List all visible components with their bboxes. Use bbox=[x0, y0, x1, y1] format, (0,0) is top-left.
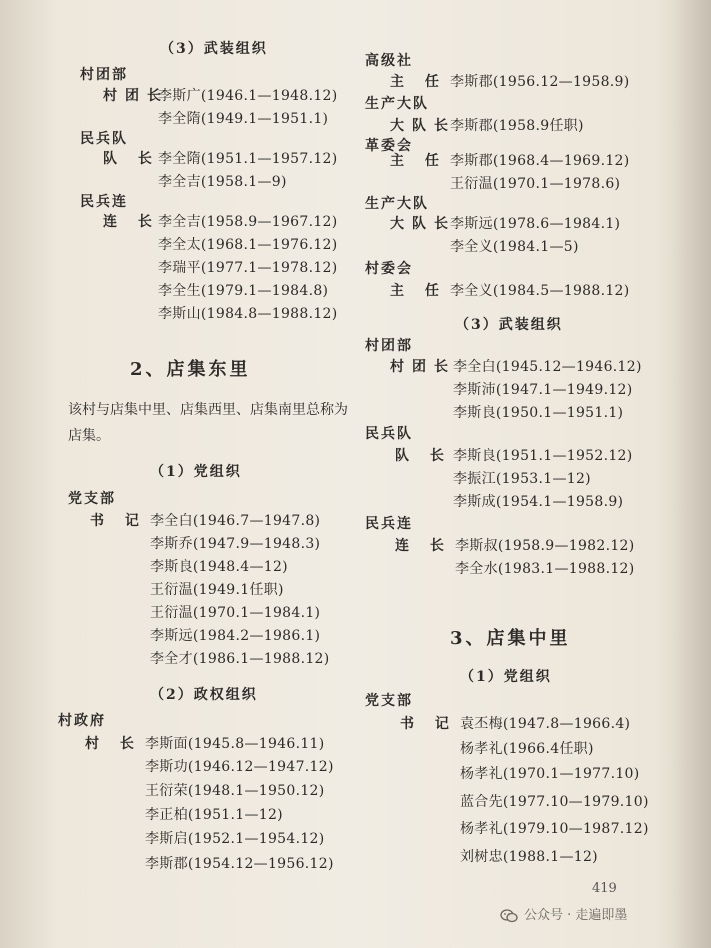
list-item: 李斯启(1952.1—1954.12) bbox=[145, 831, 325, 847]
role-label-militia-right: 队 长 bbox=[395, 448, 452, 464]
list-item: 李斯良(1948.4—12) bbox=[150, 559, 288, 575]
gov-org-heading: （2）政权组织 bbox=[150, 687, 258, 703]
list-item: 李斯广(1946.1—1948.12) bbox=[158, 88, 338, 104]
list-item: 王衍荣(1948.1—1950.12) bbox=[145, 783, 325, 799]
org-label-company-right: 民兵连 bbox=[365, 516, 413, 532]
list-item: 李全义(1984.5—1988.12) bbox=[450, 283, 630, 299]
list-item: 李全隋(1951.1—1957.12) bbox=[158, 151, 338, 167]
list-item: 李斯面(1945.8—1946.11) bbox=[145, 736, 325, 752]
page-fold-shadow bbox=[671, 0, 711, 948]
org-label-youth: 村团部 bbox=[80, 67, 128, 83]
list-item: 杨孝礼(1966.4任职) bbox=[460, 741, 594, 757]
intro-paragraph: 该村与店集中里、店集西里、店集南里总称为店集。 bbox=[68, 402, 348, 444]
page-number: 419 bbox=[592, 881, 617, 896]
list-item: 李全白(1946.7—1947.8) bbox=[150, 513, 321, 529]
list-item: 李正柏(1951.1—12) bbox=[145, 807, 283, 823]
role-label-brigade: 大队长 bbox=[390, 118, 456, 134]
role-label-youth-right: 村团长 bbox=[390, 359, 456, 375]
list-item: 李全生(1979.1—1984.8) bbox=[158, 283, 329, 299]
list-item: 李斯郡(1968.4—1969.12) bbox=[450, 153, 630, 169]
list-item: 李斯郡(1954.12—1956.12) bbox=[145, 856, 334, 872]
role-label-youth: 村团长 bbox=[103, 88, 169, 104]
armed-org-heading-right: （3）武装组织 bbox=[455, 317, 563, 333]
list-item: 蓝合先(1977.10—1979.10) bbox=[460, 794, 649, 810]
watermark bbox=[500, 907, 627, 925]
list-item: 李斯远(1984.2—1986.1) bbox=[150, 628, 321, 644]
list-item: 李斯郡(1958.9任职) bbox=[450, 118, 584, 134]
list-item: 李斯良(1950.1—1951.1) bbox=[453, 405, 624, 421]
role-label-company-right: 连 长 bbox=[395, 538, 452, 554]
list-item: 李瑞平(1977.1—1978.12) bbox=[158, 260, 338, 276]
org-label-youth-right: 村团部 bbox=[365, 338, 413, 354]
list-item: 李全吉(1958.1—9) bbox=[158, 174, 287, 190]
org-label-militia-right: 民兵队 bbox=[365, 426, 413, 442]
list-item: 杨孝礼(1979.10—1987.12) bbox=[460, 821, 649, 837]
list-item: 李全义(1984.1—5) bbox=[450, 239, 579, 255]
section-title-zhongli: 3、店集中里 bbox=[450, 628, 571, 649]
role-label-revcom: 主 任 bbox=[390, 153, 447, 169]
list-item: 李振江(1953.1—12) bbox=[453, 471, 591, 487]
role-label-party-right: 书 记 bbox=[400, 716, 457, 732]
org-label-party-right: 党支部 bbox=[365, 693, 413, 709]
list-item: 李斯成(1954.1—1958.9) bbox=[453, 494, 624, 510]
list-item: 李全隋(1949.1—1951.1) bbox=[158, 111, 329, 127]
org-label-villcom: 村委会 bbox=[365, 261, 413, 277]
list-item: 李全太(1968.1—1976.12) bbox=[158, 237, 338, 253]
list-item: 李斯乔(1947.9—1948.3) bbox=[150, 536, 321, 552]
role-label-brigade-2: 大队长 bbox=[390, 216, 456, 232]
org-label-company: 民兵连 bbox=[80, 194, 128, 210]
watermark-text: 公众号 · 走遍即墨 bbox=[524, 908, 628, 923]
list-item: 袁丕梅(1947.8—1966.4) bbox=[460, 716, 631, 732]
org-label-revcom: 革委会 bbox=[365, 138, 413, 154]
party-org-heading-right: （1）党组织 bbox=[460, 669, 552, 685]
role-label-coop: 主 任 bbox=[390, 74, 447, 90]
list-item: 李斯叔(1958.9—1982.12) bbox=[455, 538, 635, 554]
list-item: 李全吉(1958.9—1967.12) bbox=[158, 214, 338, 230]
wechat-icon bbox=[500, 909, 518, 923]
list-item: 李全白(1945.12—1946.12) bbox=[453, 359, 642, 375]
role-label-party: 书 记 bbox=[90, 513, 147, 529]
party-org-heading: （1）党组织 bbox=[150, 464, 242, 480]
armed-org-heading: （3）武装组织 bbox=[160, 41, 268, 57]
org-label-militia: 民兵队 bbox=[80, 131, 128, 147]
list-item: 王衍温(1970.1—1984.1) bbox=[150, 605, 321, 621]
org-label-brigade: 生产大队 bbox=[365, 96, 429, 112]
list-item: 李斯良(1951.1—1952.12) bbox=[453, 448, 633, 464]
role-label-gov: 村 长 bbox=[85, 736, 142, 752]
list-item: 王衍温(1970.1—1978.6) bbox=[450, 176, 621, 192]
list-item: 李斯沛(1947.1—1949.12) bbox=[453, 382, 633, 398]
list-item: 杨孝礼(1970.1—1977.10) bbox=[460, 766, 640, 782]
list-item: 李全才(1986.1—1988.12) bbox=[150, 651, 330, 667]
section-title-dongli: 2、店集东里 bbox=[130, 359, 251, 380]
org-label-gov: 村政府 bbox=[58, 713, 106, 729]
org-label-coop: 高级社 bbox=[365, 53, 413, 69]
list-item: 李全水(1983.1—1988.12) bbox=[455, 561, 635, 577]
list-item: 刘树忠(1988.1—12) bbox=[460, 849, 598, 865]
org-label-party: 党支部 bbox=[68, 491, 116, 507]
list-item: 李斯远(1978.6—1984.1) bbox=[450, 216, 621, 232]
list-item: 李斯郡(1956.12—1958.9) bbox=[450, 74, 630, 90]
role-label-company: 连 长 bbox=[103, 214, 160, 230]
list-item: 李斯功(1946.12—1947.12) bbox=[145, 759, 334, 775]
role-label-villcom: 主 任 bbox=[390, 283, 447, 299]
list-item: 王衍温(1949.1任职) bbox=[150, 582, 284, 598]
role-label-militia: 队 长 bbox=[103, 151, 160, 167]
list-item: 李斯山(1984.8—1988.12) bbox=[158, 306, 338, 322]
org-label-brigade-2: 生产大队 bbox=[365, 196, 429, 212]
